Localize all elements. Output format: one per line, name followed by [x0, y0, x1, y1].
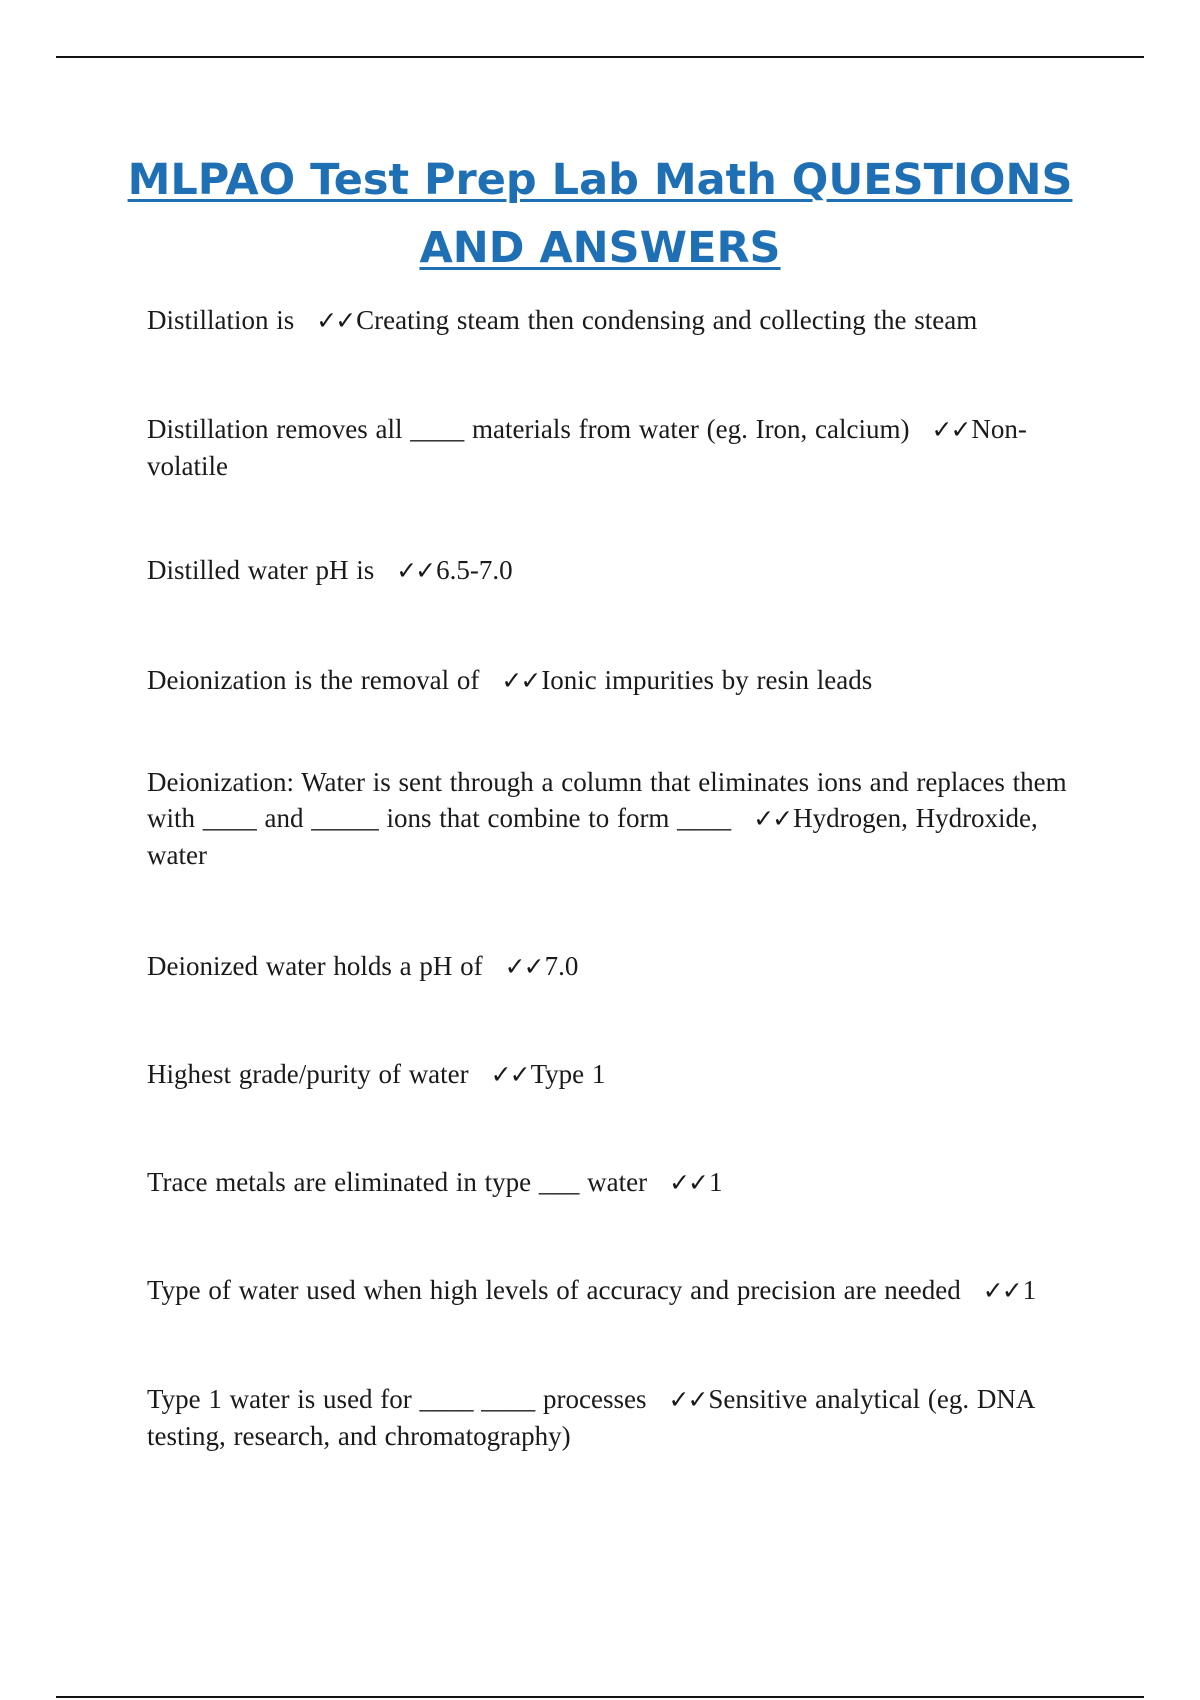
question-text: Type 1 water is used for ____ ____ processes	[147, 1384, 647, 1414]
question-text: Trace metals are eliminated in type ___ water	[147, 1167, 648, 1197]
double-check-icon: ✓✓	[504, 952, 543, 981]
double-check-icon: ✓✓	[490, 1060, 529, 1089]
answer-text: 7.0	[544, 951, 579, 981]
answer-text: 6.5-7.0	[436, 555, 513, 585]
double-check-icon: ✓✓	[316, 306, 355, 335]
qa-item-7	[147, 1056, 1077, 1093]
double-check-icon: ✓✓	[396, 556, 435, 585]
qa-item-9	[147, 1272, 1077, 1309]
question-text: Type of water used when high levels of accuracy and precision are needed	[147, 1275, 961, 1305]
answer-text: Type 1	[530, 1059, 606, 1089]
answer-text: 1	[709, 1167, 723, 1197]
answer-text: Ionic impurities by resin leads	[541, 665, 873, 695]
question-text: Deionization is the removal of	[147, 665, 480, 695]
title-line-2: AND ANSWERS	[419, 223, 781, 273]
qa-item-4	[147, 662, 1077, 699]
question-text: Deionized water holds a pH of	[147, 951, 483, 981]
double-check-icon: ✓✓	[668, 1385, 707, 1414]
double-check-icon: ✓✓	[753, 804, 792, 833]
qa-item-5	[147, 764, 1077, 873]
qa-item-6	[147, 948, 1077, 985]
question-text: Distillation is	[147, 305, 295, 335]
double-check-icon: ✓✓	[982, 1276, 1021, 1305]
title-line-1: MLPAO Test Prep Lab Math QUESTIONS	[127, 155, 1073, 205]
qa-item-3	[147, 552, 1077, 589]
answer-text: Non-volatile	[147, 414, 1027, 481]
footer-rule	[56, 1696, 1144, 1698]
question-text: Deionization: Water is sent through a column that eliminates ions and replaces them with ____ and _____ ions that combine to form ____	[147, 767, 1067, 833]
qa-item-8	[147, 1164, 1077, 1201]
qa-item-2	[147, 411, 1077, 484]
answer-text: Hydrogen, Hydroxide, water	[147, 803, 1038, 870]
qa-item-10	[147, 1381, 1077, 1454]
double-check-icon: ✓✓	[669, 1168, 707, 1197]
answer-text: Sensitive analytical (eg. DNA testing, research, and chromatography)	[147, 1384, 1034, 1451]
double-check-icon: ✓✓	[931, 415, 970, 444]
answer-text: Creating steam then condensing and collecting the steam	[356, 305, 978, 335]
qa-item-1	[147, 302, 1077, 339]
header-rule	[56, 56, 1144, 58]
question-text: Distilled water pH is	[147, 555, 375, 585]
question-text: Highest grade/purity of water	[147, 1059, 469, 1089]
double-check-icon: ✓✓	[501, 666, 540, 695]
question-text: Distillation removes all ____ materials from water (eg. Iron, calcium)	[147, 414, 910, 444]
answer-text: 1	[1022, 1275, 1037, 1305]
page-title	[100, 146, 1100, 282]
